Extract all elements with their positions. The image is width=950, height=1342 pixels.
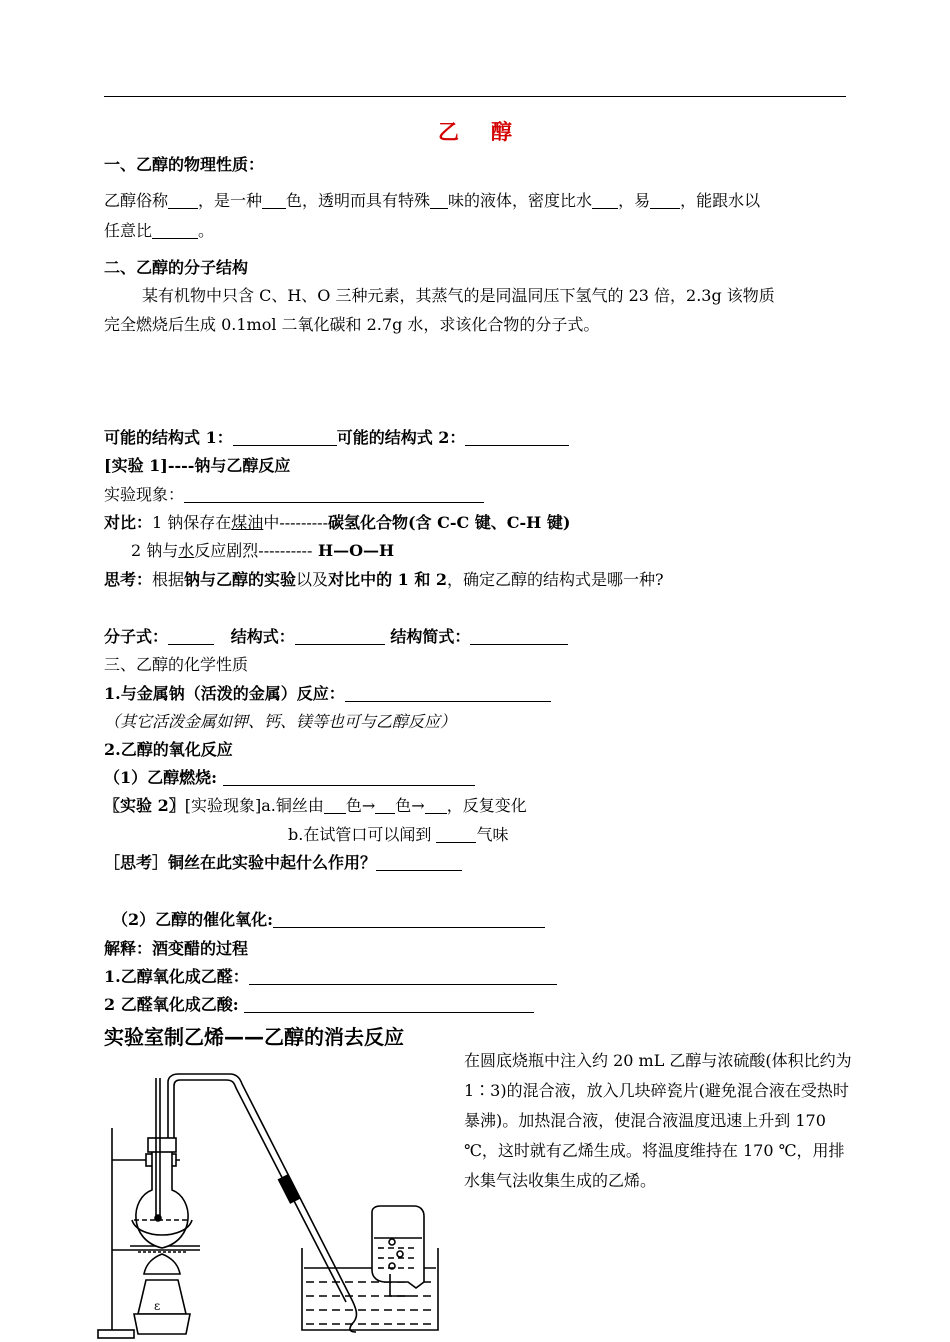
think-bold: 钠与乙醇的实验 (184, 570, 297, 589)
blank-structure-2[interactable] (465, 429, 569, 446)
ethylene-apparatus-diagram (90, 1068, 450, 1342)
blank-simplified[interactable] (470, 628, 568, 645)
gas-collecting-bottle (372, 1206, 424, 1288)
combustion-line (104, 768, 475, 788)
blank-structural[interactable] (295, 628, 385, 645)
simplified-label: 结构简式： (390, 627, 471, 646)
section3-heading: 三、乙醇的化学性质 (104, 655, 249, 674)
contrast-1 (104, 513, 570, 533)
s1-text: 色，透明而具有特殊 (286, 191, 431, 210)
think-bold: 对比中的 1 和 2 (328, 570, 448, 589)
blank-step2[interactable] (244, 996, 534, 1013)
contrast-underlined: 煤油 (231, 513, 264, 532)
delivery-tube (168, 1074, 357, 1332)
section1-heading: 一、乙醇的物理性质： (104, 155, 265, 174)
oxidation-heading: 2.乙醇的氧化反应 (104, 740, 233, 759)
contrast-text: 2 钠与 (131, 541, 179, 560)
other-metals-note: （其它活泼金属如钾、钙、镁等也可与乙醇反应） (104, 712, 457, 731)
stand-base (98, 1330, 134, 1338)
contrast-label: 对比： (104, 513, 153, 532)
ethylene-heading: 实验室制乙烯——乙醇的消去反应 (104, 1025, 404, 1049)
think-text: 以及 (296, 570, 329, 589)
catalytic-label: （2）乙醇的催化氧化: (112, 910, 274, 929)
formula-label: 分子式： (104, 627, 169, 646)
structural-label: 结构式： (230, 627, 295, 646)
reaction-sodium (104, 684, 551, 704)
blank-combustion[interactable] (223, 769, 475, 786)
s1-text: ，是一种 (198, 191, 263, 210)
s1-text: 任意比 (104, 221, 153, 240)
title-char-1: 乙 (438, 119, 459, 144)
blank-structure-1[interactable] (233, 429, 337, 446)
exp2-text: 气味 (476, 825, 509, 844)
s1-text: ，能跟水以 (680, 191, 761, 210)
round-bottom-flask (136, 1152, 188, 1248)
think2-line (104, 853, 462, 873)
think-text: 根据 (152, 570, 185, 589)
structure1-label: 可能的结构式 1： (104, 428, 233, 447)
section1-paragraph (104, 186, 848, 246)
blank-common-name[interactable] (168, 192, 198, 209)
experiment2-line (104, 796, 527, 816)
ethylene-description: 在圆底烧瓶中注入约 20 mL 乙醇与浓硫酸(体积比约为 1∶3)的混合液，放入几块碎瓷片(避免混合液在受热时暴沸)。加热混合液，使混合液温度迅速上升到 170 ℃，这时就有乙烯生成。将温度维持在 170 ℃，用排水集气法收集生成的乙烯。 (464, 1051, 852, 1190)
blank-phenomenon[interactable] (184, 486, 484, 503)
top-rule (104, 96, 846, 97)
experiment1-title: [实验 1]----钠与乙醇反应 (104, 456, 291, 475)
blank-color-2[interactable] (375, 797, 395, 814)
blank-catalytic[interactable] (273, 911, 545, 928)
structure2-label: 可能的结构式 2： (336, 428, 466, 447)
problem-line-2: 完全燃烧后生成 0.1mol 二氧化碳和 2.7g 水，求该化合物的分子式。 (104, 315, 600, 334)
blank-sodium-reaction[interactable] (345, 685, 551, 702)
experiment2-line-b (288, 825, 508, 845)
s1-text: 味的液体，密度比水 (448, 191, 593, 210)
contrast-2 (131, 541, 394, 561)
step2-label: 2 乙醛氧化成乙酸: (104, 995, 239, 1014)
exp2-text: [实验现象]a.铜丝由 (184, 796, 324, 815)
blank-step1[interactable] (249, 968, 557, 985)
think-label: 思考： (104, 570, 153, 589)
phenomenon-label: 实验现象： (104, 485, 185, 504)
exp2-text: 色→ (395, 796, 425, 815)
exp2-text: b.在试管口可以闻到 (288, 825, 432, 844)
s1-text: 。 (198, 221, 215, 240)
explain-line: 解释：酒变醋的过程 (104, 939, 249, 958)
experiment1-phenomenon (104, 485, 484, 505)
alcohol-lamp (138, 1280, 186, 1314)
contrast-text: 1 钠保存在 (152, 513, 232, 532)
contrast-text: 反应剧烈---------- (194, 541, 313, 560)
think-text: ，确定乙醇的结构式是哪一种? (447, 570, 664, 589)
section2-heading: 二、乙醇的分子结构 (104, 258, 249, 277)
item1-label: 1.与金属钠（活泼的金属）反应： (104, 684, 345, 703)
formula-line (104, 627, 568, 647)
blank-property[interactable] (650, 192, 680, 209)
possible-structures (104, 428, 569, 448)
combustion-label: （1）乙醇燃烧: (104, 768, 218, 787)
contrast-bold: H—O—H (312, 541, 395, 560)
blank-color[interactable] (262, 192, 286, 209)
blank-density[interactable] (592, 192, 618, 209)
blank-color-3[interactable] (425, 797, 447, 814)
blank-formula[interactable] (168, 628, 214, 645)
step1-line (104, 967, 557, 987)
contrast-underlined: 水 (178, 541, 195, 560)
step1-label: 1.乙醇氧化成乙醛： (104, 967, 249, 986)
s1-text: 乙醇俗称 (104, 191, 169, 210)
step2-line (104, 995, 534, 1015)
exp2-text: 色→ (345, 796, 376, 815)
title-char-2: 醇 (491, 119, 512, 144)
think-line (104, 570, 664, 590)
contrast-bold: 碳氢化合物(含 C-C 键、C-H 键) (327, 513, 571, 532)
problem-line-1: 某有机物中只含 C、H、O 三种元素，其蒸气的是同温同压下氢气的 23 倍，2.3g 该物质 (142, 286, 775, 305)
blank-smell[interactable] (430, 192, 448, 209)
blank-miscible[interactable] (152, 222, 198, 239)
blank-copper-role[interactable] (376, 854, 462, 871)
flame (144, 1254, 180, 1274)
blank-smell-2[interactable] (436, 826, 476, 843)
blank-color-1[interactable] (324, 797, 346, 814)
catalytic-oxidation-line (112, 910, 545, 930)
exp2-text: ，反复变化 (446, 796, 527, 815)
lamp-mark: ε (154, 1299, 161, 1313)
contrast-text: 中--------- (263, 513, 328, 532)
think2-label: ［思考］铜丝在此实验中起什么作用？ (104, 853, 377, 872)
page-title (0, 116, 950, 146)
s1-text: ，易 (618, 191, 651, 210)
exp2-label: 〖实验 2〗 (104, 796, 185, 815)
